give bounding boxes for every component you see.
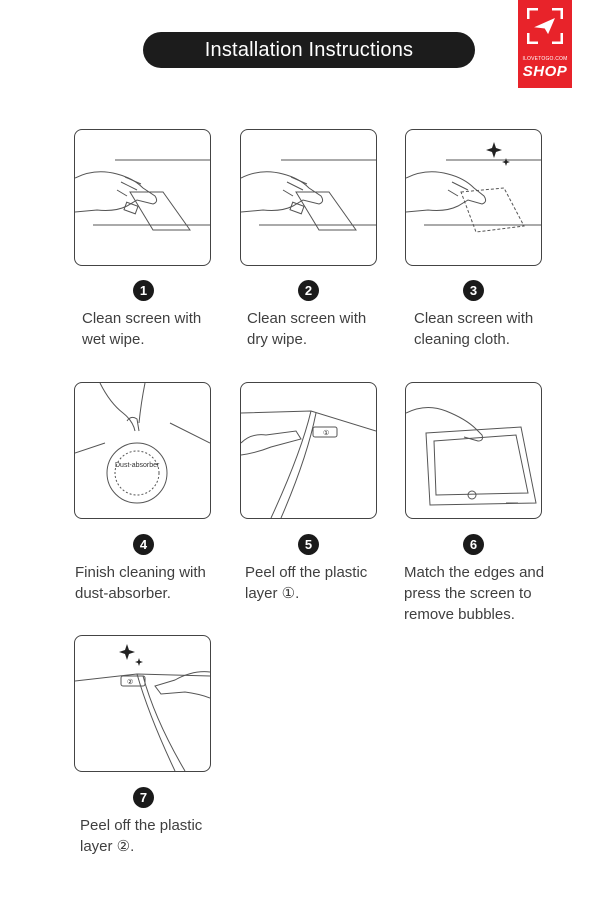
step-number-badge: 7 <box>133 787 154 808</box>
step-number-badge: 5 <box>298 534 319 555</box>
step-caption: Match the edges and press the screen to remove bubbles. <box>404 564 545 623</box>
cleaning-cloth-icon <box>406 130 541 265</box>
step-number-badge: 6 <box>463 534 484 555</box>
step-caption: Peel off the plastic layer ②. <box>80 817 203 855</box>
scan-frame-icon <box>527 8 563 44</box>
peel-layer-icon <box>241 383 376 518</box>
step-2-illustration <box>240 129 377 266</box>
step-caption: Clean screen with wet wipe. <box>82 310 202 348</box>
step-5-illustration <box>240 382 377 519</box>
step-number-badge: 1 <box>133 280 154 301</box>
peel-layer-icon <box>75 636 210 771</box>
layer-tab-label: ① <box>323 430 330 437</box>
sticker-label: Dust-absorber <box>115 462 160 469</box>
logo-shop-text: SHOP <box>522 63 568 80</box>
step-caption: Finish cleaning with dust-absorber. <box>75 564 206 602</box>
hand-wiping-screen-icon <box>241 130 376 265</box>
dust-absorber-sticker-icon <box>75 383 210 518</box>
step-7-illustration <box>74 635 211 772</box>
step-caption: Clean screen with cleaning cloth. <box>414 310 534 348</box>
hand-wiping-screen-icon <box>75 130 210 265</box>
step-caption: Peel off the plastic layer ①. <box>245 564 368 602</box>
shop-logo <box>518 0 572 88</box>
step-number-badge: 3 <box>463 280 484 301</box>
step-number-badge: 2 <box>298 280 319 301</box>
step-4-illustration <box>74 382 211 519</box>
step-6-illustration <box>405 382 542 519</box>
press-screen-icon <box>406 383 541 518</box>
logo-url: ILOVETOGO.COM <box>522 56 568 62</box>
step-3-illustration <box>405 129 542 266</box>
page-title: Installation Instructions <box>143 32 475 68</box>
step-caption: Clean screen with dry wipe. <box>247 310 367 348</box>
step-number-badge: 4 <box>133 534 154 555</box>
step-1-illustration <box>74 129 211 266</box>
layer-tab-label: ② <box>127 679 134 686</box>
